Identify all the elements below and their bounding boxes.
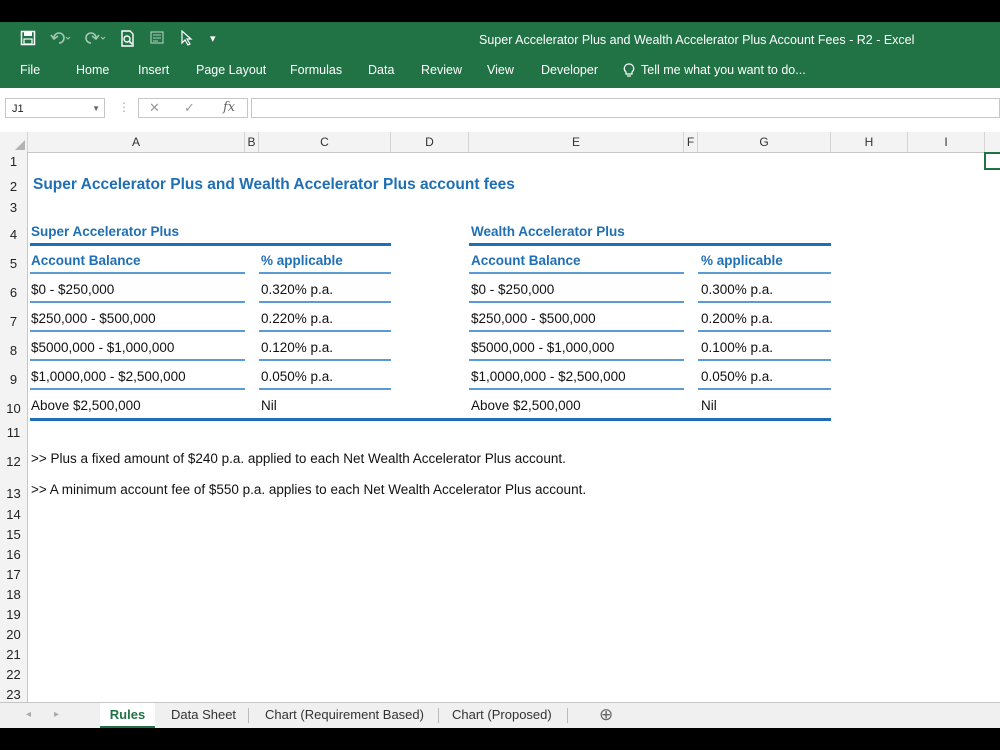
select-all-corner[interactable] [0,132,28,152]
tab-insert[interactable]: Insert [138,63,170,77]
left-col-balance-header: Account Balance [31,253,141,268]
row-border [698,330,831,332]
print-preview-icon[interactable] [120,30,136,52]
table-top-border [30,243,391,246]
left-balance-cell: $5000,000 - $1,000,000 [31,340,175,355]
column-header-d[interactable]: D [391,132,469,152]
left-pct-cell: 0.320% p.a. [261,282,334,297]
scroll-right-icon[interactable]: ▸ [54,709,60,720]
row-header[interactable]: 11 [6,425,21,440]
left-balance-cell: $1,0000,000 - $2,500,000 [31,369,186,384]
select-objects-icon[interactable] [180,30,194,50]
column-header-e[interactable]: E [469,132,684,152]
column-header-h[interactable]: H [831,132,908,152]
note-fixed-amount: >> Plus a fixed amount of $240 p.a. applied to each Net Wealth Accelerator Plus account. [31,451,566,466]
redo-icon[interactable] [84,30,106,50]
cancel-icon[interactable]: ✕ [149,100,160,115]
row-border [259,272,391,274]
enter-icon[interactable]: ✓ [184,100,195,115]
row-border [698,301,831,303]
row-border [30,359,245,361]
row-border [30,330,245,332]
right-balance-cell: Above $2,500,000 [471,398,581,413]
row-header[interactable]: 5 [9,256,18,271]
name-box-value: J1 [12,103,24,115]
tab-home[interactable]: Home [76,63,110,77]
right-pct-cell: Nil [701,398,717,413]
sheet-tab-chart-proposed[interactable]: Chart (Proposed) [452,707,552,722]
table-bottom-border [30,418,831,421]
column-headers [0,132,1000,153]
row-header[interactable]: 2 [9,179,18,194]
left-balance-cell: Above $2,500,000 [31,398,141,413]
sheet-tab-data-sheet[interactable]: Data Sheet [171,707,237,722]
right-pct-cell: 0.050% p.a. [701,369,774,384]
tab-developer[interactable]: Developer [541,63,598,77]
column-header-b[interactable]: B [245,132,259,152]
row-border [259,330,391,332]
note-minimum-fee: >> A minimum account fee of $550 p.a. applies to each Net Wealth Accelerator Plus account. [31,482,587,497]
row-header[interactable]: 9 [9,372,18,387]
save-icon[interactable] [20,30,36,50]
left-table-title: Super Accelerator Plus [31,224,180,239]
row-header[interactable]: 16 [6,547,21,562]
insert-function-icon[interactable]: fx [223,100,236,115]
row-header[interactable]: 14 [6,507,21,522]
sheet-tab-chart-requirement[interactable]: Chart (Requirement Based) [265,707,424,722]
tab-data[interactable]: Data [368,63,395,77]
left-balance-cell: $250,000 - $500,000 [31,311,156,326]
row-border [469,272,684,274]
bottom-bar [0,728,1000,750]
left-pct-cell: 0.220% p.a. [261,311,334,326]
scroll-left-icon[interactable]: ◂ [26,709,32,720]
right-col-pct-header: % applicable [701,253,783,268]
row-border [469,301,684,303]
row-border [259,388,391,390]
row-header[interactable]: 8 [9,343,18,358]
column-header-c[interactable]: C [259,132,391,152]
left-pct-cell: Nil [261,398,277,413]
row-border [469,330,684,332]
right-pct-cell: 0.100% p.a. [701,340,774,355]
row-border [30,388,245,390]
column-header-a[interactable]: A [28,132,245,152]
tab-formulas[interactable]: Formulas [290,63,343,77]
right-pct-cell: 0.200% p.a. [701,311,774,326]
tell-me-search[interactable]: Tell me what you want to do... [641,63,806,77]
formula-actions [138,98,248,118]
sheet-tab-rules[interactable]: Rules [100,703,155,728]
tab-divider [567,708,568,723]
undo-icon[interactable] [50,30,72,50]
row-border [30,272,245,274]
row-header[interactable]: 4 [9,227,18,242]
row-border [698,272,831,274]
row-header[interactable]: 23 [6,687,21,702]
selected-cell[interactable] [984,152,1000,170]
row-header[interactable]: 1 [9,154,18,169]
right-balance-cell: $5000,000 - $1,000,000 [471,340,615,355]
row-border [469,388,684,390]
tab-review[interactable]: Review [421,63,462,77]
left-pct-cell: 0.120% p.a. [261,340,334,355]
row-header[interactable]: 22 [6,667,21,682]
row-header[interactable]: 12 [6,454,21,469]
row-header[interactable]: 20 [6,627,21,642]
more-options-icon: ⋮ [118,100,130,114]
row-header[interactable]: 21 [6,647,21,662]
worksheet-grid[interactable] [0,132,1000,702]
page-title: Super Accelerator Plus and Wealth Accelerator Plus account fees [33,176,515,193]
column-header-i[interactable]: I [908,132,985,152]
tab-divider [438,708,439,723]
formula-bar [0,88,1000,133]
row-header[interactable]: 17 [6,567,21,582]
ribbon-tabs [0,56,1000,88]
row-headers [0,152,28,702]
column-header-f[interactable]: F [684,132,698,152]
add-sheet-icon[interactable]: ⊕ [599,705,614,724]
right-balance-cell: $1,0000,000 - $2,500,000 [471,369,626,384]
row-header[interactable]: 3 [9,200,18,215]
left-col-pct-header: % applicable [261,253,343,268]
tab-divider [248,708,249,723]
tab-file[interactable]: File [20,63,41,77]
row-header[interactable]: 15 [6,527,21,542]
customize-qat-icon[interactable]: ▾ [210,33,216,45]
row-header[interactable]: 18 [6,587,21,602]
row-border [259,301,391,303]
name-box[interactable] [5,98,105,118]
form-icon[interactable] [150,30,166,50]
row-header[interactable]: 19 [6,607,21,622]
left-balance-cell: $0 - $250,000 [31,282,115,297]
row-border [698,359,831,361]
right-balance-cell: $250,000 - $500,000 [471,311,596,326]
left-pct-cell: 0.050% p.a. [261,369,334,384]
row-border [30,301,245,303]
right-pct-cell: 0.300% p.a. [701,282,774,297]
column-header-g[interactable]: G [698,132,831,152]
row-header[interactable]: 13 [6,486,21,501]
row-header[interactable]: 7 [9,314,18,329]
row-header[interactable]: 10 [6,401,21,416]
sheet-tabs-bar [0,702,1000,729]
table-top-border [469,243,831,246]
chevron-down-icon[interactable]: ▼ [92,104,100,113]
right-balance-cell: $0 - $250,000 [471,282,555,297]
lightbulb-icon [623,63,635,81]
right-col-balance-header: Account Balance [471,253,581,268]
row-header[interactable]: 6 [9,285,18,300]
row-border [469,359,684,361]
window-title: Super Accelerator Plus and Wealth Accelerator Plus Account Fees - R2 - Excel [479,33,915,47]
tab-page-layout[interactable]: Page Layout [196,63,267,77]
row-border [259,359,391,361]
row-border [698,388,831,390]
tab-view[interactable]: View [487,63,514,77]
title-bar [0,22,1000,56]
formula-input[interactable] [251,98,1000,118]
right-table-title: Wealth Accelerator Plus [471,224,625,239]
